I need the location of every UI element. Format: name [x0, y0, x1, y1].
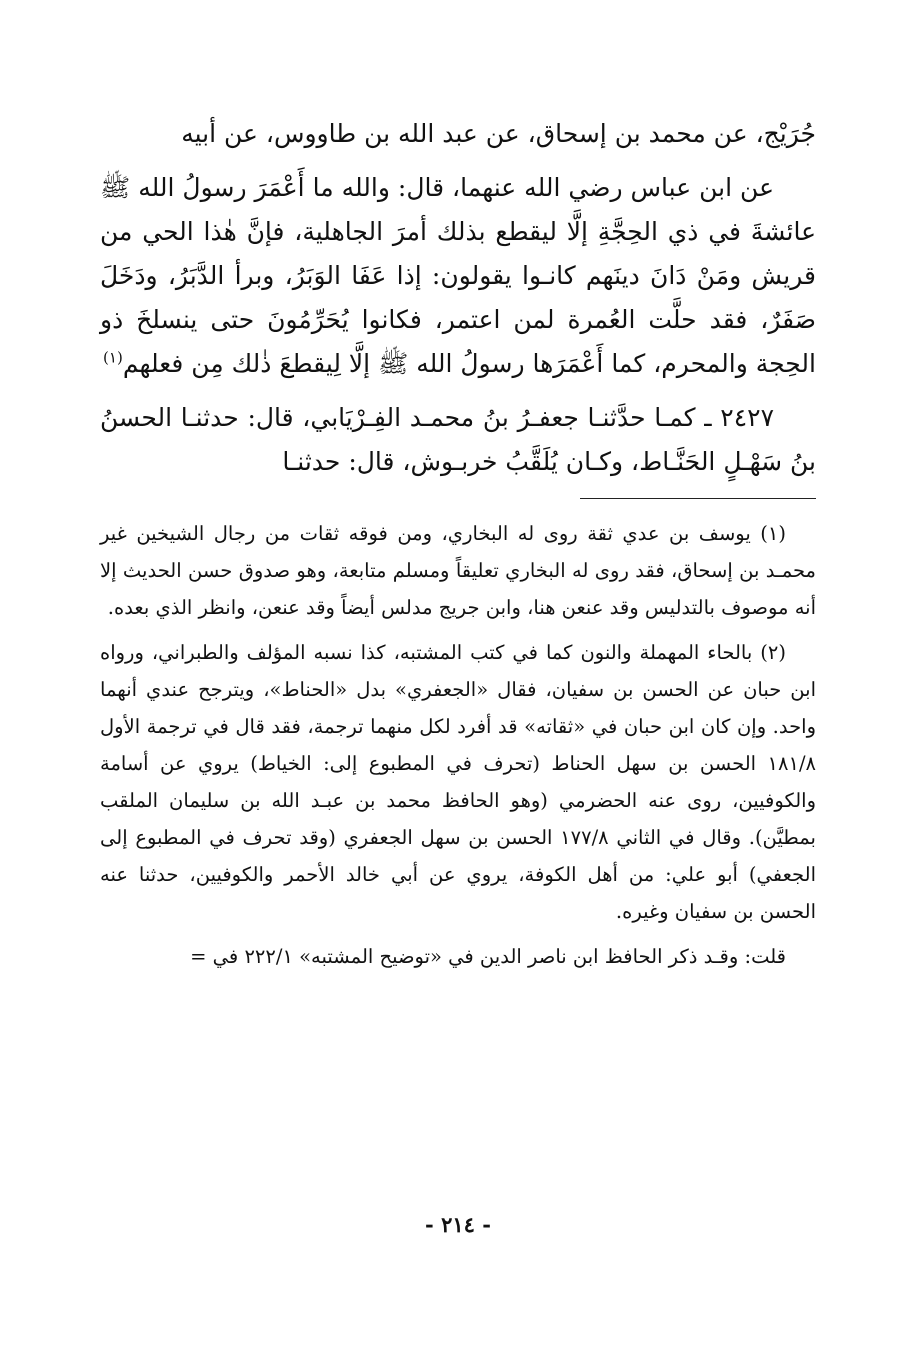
main-paragraph-1 [100, 112, 816, 156]
footnote-marker-1: (١) [103, 348, 123, 367]
footnote-2: (٢) بالحاء المهملة والنون كما في كتب المشتبه، كذا نسبه المؤلف والطبراني، ورواه ابن حبان عن الحسن بن سفيان، فقال «الجعفري» بدل «الحناط»، ويترجح عندي أنهما واحد. وإن كان ابن حبان في «ثقاته» قد أفرد لكل منهما ترجمة، فقد قال في ترجمة الأول ١٨١/٨ الحسن بن سهل الحناط (تحرف في المطبوع إلى: الخياط) يروي عن أسامة والكوفيين، روى عنه الحضرمي (وهو الحافظ محمد بن عبـد الله بن سليمان الملقب بمطيَّن). وقال في الثاني ١٧٧/٨ الحسن بن سهل الجعفري (وقد تحرف في المطبوع إلى الجعفي) أبو علي: من أهل الكوفة، يروي عن أبي خالد الأحمر والكوفيين، حدثنا عنه الحسن بن سفيان وغيره. [100, 641, 816, 923]
footnote-1: (١) يوسف بن عدي ثقة روى له البخاري، ومن فوقه ثقات من رجال الشيخين غير محمـد بن إسحاق، فقد روى له البخاري تعليقاً ومسلم متابعة، وهو صدوق حسن الحديث إلا أنه موصوف بالتدليس وقد عنعن هنا، وابن جريج مدلس أيضاً وقد عنعن، وانظر الذي بعده. [100, 522, 816, 619]
main-text [100, 112, 816, 484]
footnote-continuation: قلت: وقـد ذكر الحافظ ابن ناصر الدين في «توضيح المشتبه» ٢٢٢/١ في = [190, 945, 786, 968]
main-paragraph-2-text: عن ابن عباس رضي الله عنهما، قال: والله ما أَعْمَرَ رسولُ الله ﷺ عائشةَ في ذي الحِجَّةِ إلَّا ليقطع بذلك أمرَ الجاهلية، فإنَّ هٰذا الحي من قريش ومَنْ دَانَ دينَهم كانـوا يقولون: إذا عَفَا الوَبَرُ، وبرأ الدَّبَرُ، ودَخَلَ صَفَرٌ، فقد حلَّت العُمرة لمن اعتمر، فكانوا يُحَرِّمُونَ حتى ينسلخَ ذو الحِجة والمحرم، كما أَعْمَرَها رسولُ الله ﷺ إلَّا لِيقطعَ ذٰلك مِن فعلهم [100, 173, 816, 378]
book-page [100, 112, 816, 1252]
main-paragraph-1-text: جُرَيْج، عن محمد بن إسحاق، عن عبد الله بن طاووس، عن أبيه [181, 119, 816, 148]
footnote-separator [580, 498, 816, 499]
main-paragraph-3-text: ٢٤٢٧ ـ كمـا حدَّثنـا جعفـرُ بنُ محمـد الفِـرْيَابي، قال: حدثنـا الحسنُ بنُ سَهْـلٍ الحَنَّـاط، وكـان يُلَقَّبُ خربـوش، قال: حدثنـا [100, 403, 816, 476]
footnotes [100, 515, 816, 975]
page-number: - ٢١٤ - [425, 1212, 491, 1237]
main-paragraph-2 [100, 166, 816, 386]
main-paragraph-3 [100, 396, 816, 484]
